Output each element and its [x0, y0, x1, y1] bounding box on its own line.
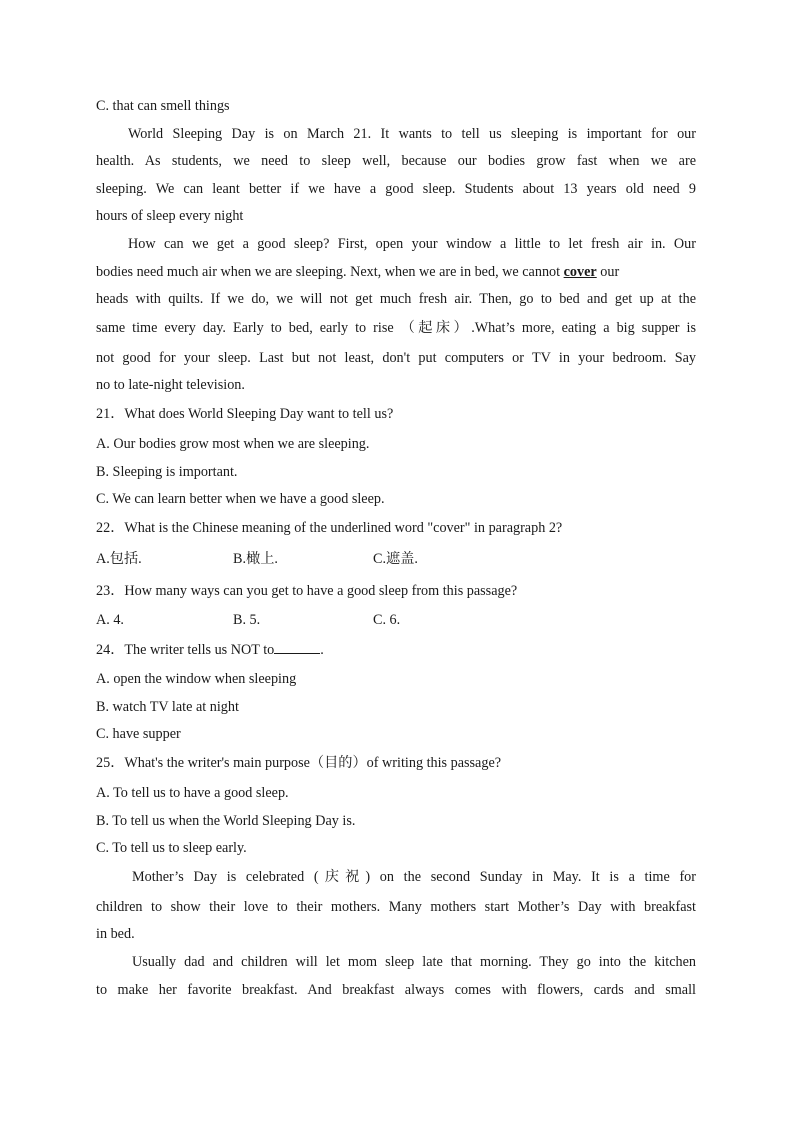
question-25-option-a: A. To tell us to have a good sleep.: [96, 785, 289, 801]
question-21-option-c: C. We can learn better when we have a good sleep.: [96, 491, 385, 507]
passage1-line: How can we get a good sleep? First, open your window a little to let fresh air in. Our: [128, 236, 696, 252]
question-23: 23．How many ways can you get to have a good sleep from this passage?: [96, 583, 518, 599]
question-23-option-c: C. 6.: [373, 612, 401, 628]
question-24-option-c: C. have supper: [96, 726, 181, 742]
question-22-option-a: A.包括.: [96, 551, 142, 567]
question-24-option-a: A. open the window when sleeping: [96, 671, 297, 687]
question-25-option-c: C. To tell us to sleep early.: [96, 840, 247, 856]
passage2-line: Usually dad and children will let mom sleep late that morning. They go into the kitchen: [132, 954, 696, 970]
passage1-line: health. As students, we need to sleep well, because our bodies grow fast when we are: [96, 153, 696, 169]
passage2-line: Mother’s Day is celebrated (庆祝) on the second Sunday in May. It is a time for: [132, 869, 696, 885]
question-23-option-a: A. 4.: [96, 612, 124, 628]
passage1-line: same time every day. Early to bed, early to rise （起床）.What’s more, eating a big supper is: [96, 320, 696, 336]
question-23-option-b: B. 5.: [233, 612, 261, 628]
option-c-previous: C. that can smell things: [96, 98, 230, 114]
question-24: [96, 639, 696, 660]
underlined-word-cover: cover: [563, 264, 597, 280]
question-22: 22．What is the Chinese meaning of the underlined word "cover" in paragraph 2?: [96, 520, 563, 536]
passage1-line: sleeping. We can leant better if we have a good sleep. Students about 13 years old need 9: [96, 181, 696, 197]
passage1-line-cover: [96, 262, 696, 282]
answer-blank: [274, 639, 320, 654]
passage1-line: hours of sleep every night: [96, 208, 244, 224]
passage2-line: in bed.: [96, 926, 135, 942]
question-21: 21．What does World Sleeping Day want to tell us?: [96, 406, 394, 422]
question-25: 25．What's the writer's main purpose（目的）of writing this passage?: [96, 755, 502, 771]
question-24-text: 24．The writer tells us NOT to: [96, 642, 275, 658]
passage1-line: World Sleeping Day is on March 21. It wants to tell us sleeping is important for our: [128, 126, 696, 142]
passage2-line: to make her favorite breakfast. And breakfast always comes with flowers, cards and small: [96, 982, 696, 998]
question-25-option-b: B. To tell us when the World Sleeping Day is.: [96, 813, 356, 829]
passage1-line: not good for your sleep. Last but not least, don't put computers or TV in your bedroom. Say: [96, 350, 696, 366]
passage1-line: heads with quilts. If we do, we will not get much fresh air. Then, go to bed and get up at the: [96, 291, 696, 307]
question-21-option-a: A. Our bodies grow most when we are sleeping.: [96, 436, 370, 452]
question-22-option-b: B.橄上.: [233, 551, 278, 567]
question-22-option-c: C.遮盖.: [373, 551, 418, 567]
question-24-end: .: [320, 642, 324, 658]
question-24-option-b: B. watch TV late at night: [96, 699, 239, 715]
passage1-text: our: [596, 264, 620, 280]
passage2-line: children to show their love to their mothers. Many mothers start Mother’s Day with breakfast: [96, 899, 696, 915]
passage1-text: bodies need much air when we are sleeping. Next, when we are in bed, we cannot: [96, 264, 564, 280]
passage1-line: no to late-night television.: [96, 377, 245, 393]
question-21-option-b: B. Sleeping is important.: [96, 464, 238, 480]
